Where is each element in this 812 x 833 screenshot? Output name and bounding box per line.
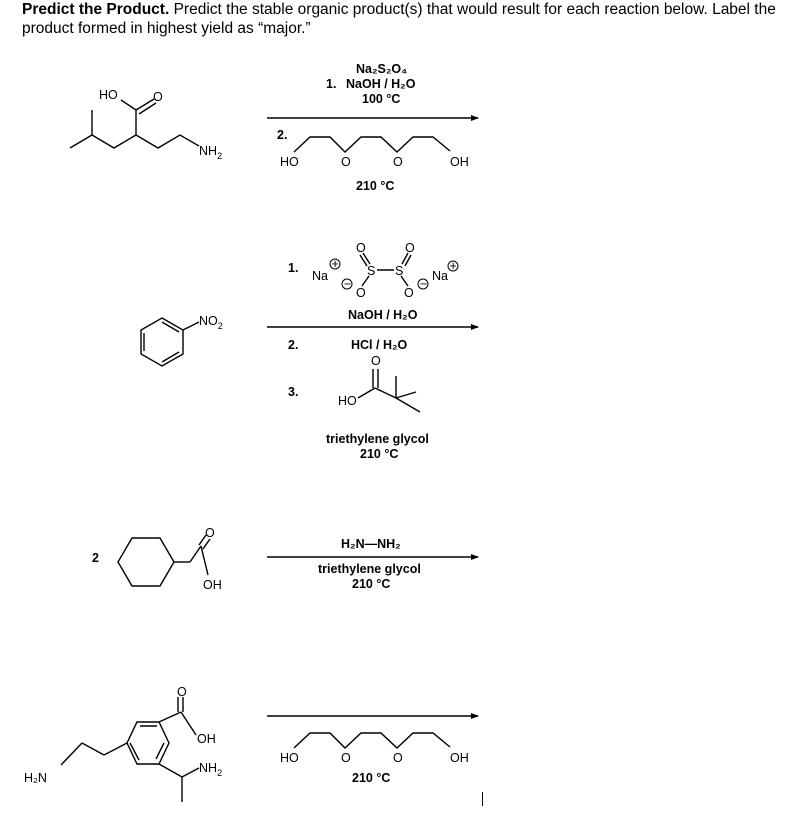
r3-oh: OH bbox=[203, 578, 222, 592]
r1-step2-num: 2. bbox=[277, 128, 288, 142]
r1-dg-o2: O bbox=[393, 155, 403, 169]
r4-dg-oh: OH bbox=[450, 751, 469, 765]
r1-carbonyl-o: O bbox=[153, 90, 163, 104]
r2-minus-left-sign: − bbox=[344, 277, 352, 291]
r2-na-right: Na bbox=[432, 269, 448, 283]
r1-step1-temp: 100 °C bbox=[362, 92, 401, 106]
reaction-1 bbox=[70, 62, 478, 193]
r1-dg-o1: O bbox=[341, 155, 351, 169]
r3-solvent: triethylene glycol bbox=[318, 562, 421, 576]
r2-step3-temp: 210 °C bbox=[360, 447, 399, 461]
r2-o-top-right: O bbox=[405, 241, 415, 255]
r1-dg-ho: HO bbox=[280, 155, 299, 169]
r2-reagent-hcl: HCl / H₂O bbox=[351, 338, 408, 352]
reaction-1-substrate bbox=[70, 88, 222, 161]
r2-plus-right-sign: + bbox=[449, 259, 457, 273]
r2-s2: S bbox=[395, 264, 404, 278]
r2-solvent: triethylene glycol bbox=[326, 432, 429, 446]
r1-reagent-naoh: NaOH / H₂O bbox=[346, 77, 416, 91]
r1-diethylene-glycol bbox=[280, 137, 469, 169]
r4-oh: OH bbox=[197, 732, 216, 746]
r2-step2-num: 2. bbox=[288, 338, 299, 352]
reaction-4 bbox=[24, 685, 478, 802]
r3-coefficient: 2 bbox=[92, 551, 99, 565]
r4-diethylene-glycol bbox=[280, 733, 469, 765]
r2-na-left: Na bbox=[312, 269, 328, 283]
r2-nitrobenzene bbox=[141, 314, 223, 366]
r2-s1: S bbox=[367, 264, 376, 278]
r4-nh2: $NH_2$ bbox=[199, 761, 223, 778]
r2-step1-num: 1. bbox=[288, 261, 299, 275]
r2-pa-o: O bbox=[371, 354, 381, 368]
r4-dg-ho: HO bbox=[280, 751, 299, 765]
text-cursor bbox=[482, 792, 483, 806]
r3-hydrazine: H₂N—NH₂ bbox=[341, 537, 401, 551]
reaction-2 bbox=[141, 241, 478, 461]
r2-sodium-dithionite bbox=[312, 241, 458, 300]
r2-step3-num: 3. bbox=[288, 385, 299, 399]
r4-dg-o1: O bbox=[341, 751, 351, 765]
instructions-text: Predict the stable organic product(s) that would result for each reaction below. Label the product formed in highest yield as “major.” bbox=[22, 1, 776, 37]
instructions-heading: Predict the Product. bbox=[22, 1, 170, 18]
r3-temp: 210 °C bbox=[352, 577, 391, 591]
r2-minus-right-sign: − bbox=[420, 277, 428, 291]
r1-ho-label: HO bbox=[99, 88, 118, 102]
r2-reagent-naoh: NaOH / H₂O bbox=[348, 308, 418, 322]
r1-dg-oh: OH bbox=[450, 155, 469, 169]
r1-nh2-label: $NH_2$ bbox=[199, 144, 223, 161]
r2-o-top-left: O bbox=[356, 241, 366, 255]
r4-dg-o2: O bbox=[393, 751, 403, 765]
r1-step2-temp: 210 °C bbox=[356, 179, 395, 193]
r2-o-left: O bbox=[356, 286, 366, 300]
r3-carbonyl-o: O bbox=[205, 526, 215, 540]
r4-substrate bbox=[24, 685, 222, 802]
r4-carbonyl-o: O bbox=[177, 685, 187, 699]
r2-no2-label: $NO_2$ bbox=[199, 314, 223, 331]
r2-pa-ho: HO bbox=[338, 394, 357, 408]
r4-h2n: H₂N bbox=[24, 771, 47, 785]
r1-step1-num: 1. bbox=[326, 77, 337, 91]
r2-plus-left-sign: + bbox=[331, 257, 339, 271]
r2-o-right: O bbox=[404, 286, 414, 300]
reaction-3 bbox=[92, 526, 478, 592]
r3-cyclohexyl-acetic-acid bbox=[118, 526, 222, 592]
r4-temp: 210 °C bbox=[352, 771, 391, 785]
r1-reagent-dithionite: Na₂S₂O₄ bbox=[356, 62, 408, 76]
r2-pivalic-acid bbox=[338, 354, 420, 412]
